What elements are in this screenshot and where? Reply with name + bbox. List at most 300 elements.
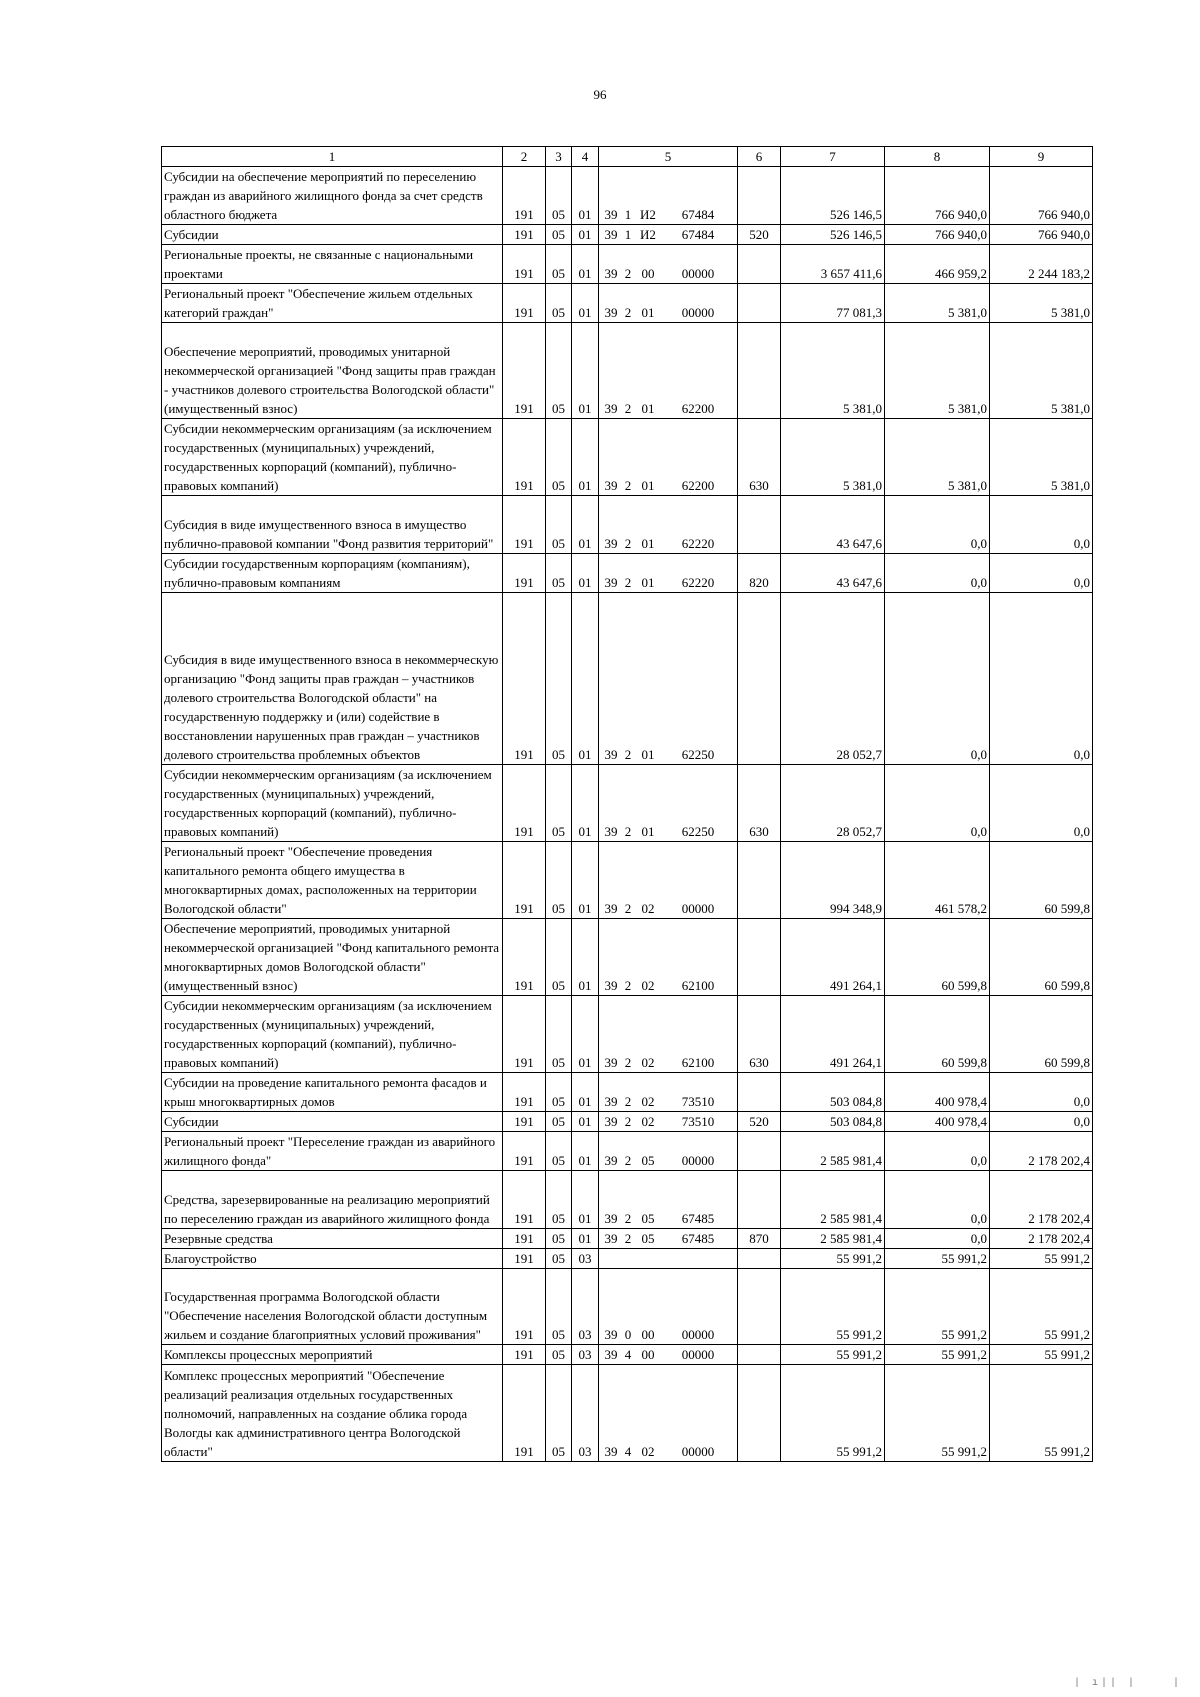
target-article-part-d: 67484 bbox=[681, 207, 715, 222]
row-description: Региональный проект "Переселение граждан из аварийного жилищного фонда" bbox=[162, 1132, 503, 1171]
row-description: Обеспечение мероприятий, проводимых унитарной некоммерческой организацией "Фонд капитального ремонта многоквартирных домов Вологодской области" (имущественный взнос) bbox=[162, 919, 503, 996]
target-article-part-c: 01 bbox=[641, 478, 655, 493]
target-article-part-a: 39 bbox=[604, 901, 618, 916]
target-article-part-c: 00 bbox=[641, 1327, 655, 1342]
row-expense-type bbox=[738, 1073, 781, 1112]
row-subsection-code: 01 bbox=[572, 167, 599, 225]
row-description: Субсидии на проведение капитального ремонта фасадов и крыш многоквартирных домов bbox=[162, 1073, 503, 1112]
table-row bbox=[162, 593, 1093, 765]
row-target-article-code bbox=[599, 225, 738, 245]
row-amount-col7: 491 264,1 bbox=[781, 919, 885, 996]
row-description: Субсидии некоммерческим организациям (за исключением государственных (муниципальных) учреждений, государственных корпораций (компаний), публично-правовых компаний) bbox=[162, 996, 503, 1073]
row-expense-type: 520 bbox=[738, 1112, 781, 1132]
row-amount-col9: 766 940,0 bbox=[990, 167, 1093, 225]
row-subsection-code: 01 bbox=[572, 284, 599, 323]
table-row bbox=[162, 245, 1093, 284]
target-article-part-b: 2 bbox=[624, 901, 632, 916]
target-article-part-b: 0 bbox=[624, 1327, 632, 1342]
row-ved-code: 191 bbox=[503, 842, 546, 919]
row-amount-col9: 60 599,8 bbox=[990, 919, 1093, 996]
row-ved-code: 191 bbox=[503, 1345, 546, 1365]
table-row bbox=[162, 1249, 1093, 1269]
row-expense-type bbox=[738, 323, 781, 419]
target-article-part-b: 2 bbox=[624, 1094, 632, 1109]
row-target-article-code bbox=[599, 1171, 738, 1229]
target-article-part-d: 73510 bbox=[681, 1114, 715, 1129]
target-article-part-a: 39 bbox=[604, 227, 618, 242]
target-article-part-c: 02 bbox=[641, 1055, 655, 1070]
row-section-code: 05 bbox=[546, 1171, 572, 1229]
page-number: 96 bbox=[593, 87, 607, 102]
target-article-part-d: 62250 bbox=[681, 747, 715, 762]
row-section-code: 05 bbox=[546, 842, 572, 919]
row-subsection-code: 01 bbox=[572, 1073, 599, 1112]
header-col-8: 8 bbox=[885, 147, 990, 167]
row-section-code: 05 bbox=[546, 919, 572, 996]
row-amount-col9: 0,0 bbox=[990, 554, 1093, 593]
row-section-code: 05 bbox=[546, 1249, 572, 1269]
row-description: Обеспечение мероприятий, проводимых унитарной некоммерческой организацией "Фонд защиты прав граждан - участников долевого строительства Вологодской области" (имущественный взнос) bbox=[162, 323, 503, 419]
row-target-article-code bbox=[599, 1132, 738, 1171]
table-row bbox=[162, 1171, 1093, 1229]
row-ved-code: 191 bbox=[503, 996, 546, 1073]
target-article-part-d: 00000 bbox=[681, 901, 715, 916]
row-section-code: 05 bbox=[546, 1365, 572, 1462]
row-amount-col9: 55 991,2 bbox=[990, 1269, 1093, 1345]
table-row bbox=[162, 323, 1093, 419]
row-amount-col8: 0,0 bbox=[885, 1132, 990, 1171]
row-amount-col8: 55 991,2 bbox=[885, 1365, 990, 1462]
row-target-article-code bbox=[599, 593, 738, 765]
target-article-part-c: 01 bbox=[641, 575, 655, 590]
row-amount-col9: 2 178 202,4 bbox=[990, 1132, 1093, 1171]
target-article-part-a: 39 bbox=[604, 478, 618, 493]
target-article-part-d: 62100 bbox=[681, 978, 715, 993]
target-article-part-a: 39 bbox=[604, 305, 618, 320]
row-section-code: 05 bbox=[546, 496, 572, 554]
row-amount-col8: 461 578,2 bbox=[885, 842, 990, 919]
row-ved-code: 191 bbox=[503, 1132, 546, 1171]
target-article-part-c: 00 bbox=[641, 1347, 655, 1362]
row-amount-col7: 5 381,0 bbox=[781, 323, 885, 419]
row-amount-col7: 503 084,8 bbox=[781, 1112, 885, 1132]
header-col-7: 7 bbox=[781, 147, 885, 167]
target-article-part-c: 02 bbox=[641, 1094, 655, 1109]
row-amount-col8: 0,0 bbox=[885, 593, 990, 765]
row-subsection-code: 03 bbox=[572, 1365, 599, 1462]
row-amount-col7: 3 657 411,6 bbox=[781, 245, 885, 284]
row-amount-col7: 55 991,2 bbox=[781, 1249, 885, 1269]
row-section-code: 05 bbox=[546, 554, 572, 593]
row-subsection-code: 03 bbox=[572, 1249, 599, 1269]
table-row bbox=[162, 1132, 1093, 1171]
row-subsection-code: 01 bbox=[572, 593, 599, 765]
target-article-part-c: 02 bbox=[641, 978, 655, 993]
row-subsection-code: 01 bbox=[572, 554, 599, 593]
target-article-part-a: 39 bbox=[604, 747, 618, 762]
row-section-code: 05 bbox=[546, 996, 572, 1073]
row-section-code: 05 bbox=[546, 323, 572, 419]
target-article-part-b: 2 bbox=[624, 1231, 632, 1246]
target-article-part-c: 05 bbox=[641, 1231, 655, 1246]
target-article-part-d: 62220 bbox=[681, 536, 715, 551]
target-article-part-a: 39 bbox=[604, 824, 618, 839]
row-amount-col8: 55 991,2 bbox=[885, 1249, 990, 1269]
table-row bbox=[162, 1229, 1093, 1249]
target-article-part-c: 02 bbox=[641, 1114, 655, 1129]
row-amount-col9: 5 381,0 bbox=[990, 419, 1093, 496]
row-section-code: 05 bbox=[546, 284, 572, 323]
target-article-part-b: 2 bbox=[624, 1153, 632, 1168]
row-description: Региональный проект "Обеспечение проведения капитального ремонта общего имущества в многоквартирных домах, расположенных на территории Вологодской области" bbox=[162, 842, 503, 919]
target-article-part-b: 2 bbox=[624, 1055, 632, 1070]
row-ved-code: 191 bbox=[503, 1171, 546, 1229]
row-target-article-code bbox=[599, 554, 738, 593]
row-amount-col9: 2 178 202,4 bbox=[990, 1229, 1093, 1249]
header-col-6: 6 bbox=[738, 147, 781, 167]
row-section-code: 05 bbox=[546, 1229, 572, 1249]
target-article-part-a: 39 bbox=[604, 1327, 618, 1342]
row-section-code: 05 bbox=[546, 1269, 572, 1345]
row-amount-col9: 0,0 bbox=[990, 1112, 1093, 1132]
row-ved-code: 191 bbox=[503, 1073, 546, 1112]
row-description: Субсидии bbox=[162, 225, 503, 245]
target-article-part-b: 4 bbox=[624, 1347, 632, 1362]
header-col-2: 2 bbox=[503, 147, 546, 167]
row-amount-col7: 503 084,8 bbox=[781, 1073, 885, 1112]
target-article-part-c: 01 bbox=[641, 536, 655, 551]
row-amount-col8: 55 991,2 bbox=[885, 1269, 990, 1345]
row-expense-type: 630 bbox=[738, 419, 781, 496]
table-row bbox=[162, 1365, 1093, 1462]
budget-table bbox=[161, 146, 1093, 1462]
row-expense-type: 820 bbox=[738, 554, 781, 593]
row-ved-code: 191 bbox=[503, 1365, 546, 1462]
row-ved-code: 191 bbox=[503, 554, 546, 593]
row-amount-col9: 0,0 bbox=[990, 1073, 1093, 1112]
table-row bbox=[162, 496, 1093, 554]
target-article-part-d: 67485 bbox=[681, 1211, 715, 1226]
target-article-part-d: 00000 bbox=[681, 1347, 715, 1362]
target-article-part-d: 00000 bbox=[681, 1444, 715, 1459]
target-article-part-a: 39 bbox=[604, 1347, 618, 1362]
row-subsection-code: 03 bbox=[572, 1345, 599, 1365]
row-amount-col9: 60 599,8 bbox=[990, 842, 1093, 919]
row-description: Субсидии государственным корпорациям (компаниям), публично-правовым компаниям bbox=[162, 554, 503, 593]
table-row bbox=[162, 419, 1093, 496]
row-amount-col8: 400 978,4 bbox=[885, 1112, 990, 1132]
row-ved-code: 191 bbox=[503, 419, 546, 496]
row-subsection-code: 01 bbox=[572, 496, 599, 554]
row-target-article-code bbox=[599, 496, 738, 554]
row-amount-col7: 43 647,6 bbox=[781, 554, 885, 593]
row-amount-col7: 491 264,1 bbox=[781, 996, 885, 1073]
row-target-article-code bbox=[599, 1365, 738, 1462]
row-target-article-code bbox=[599, 1112, 738, 1132]
table-row bbox=[162, 919, 1093, 996]
table-row bbox=[162, 996, 1093, 1073]
row-amount-col7: 28 052,7 bbox=[781, 765, 885, 842]
row-amount-col7: 28 052,7 bbox=[781, 593, 885, 765]
header-col-4: 4 bbox=[572, 147, 599, 167]
row-amount-col8: 400 978,4 bbox=[885, 1073, 990, 1112]
row-ved-code: 191 bbox=[503, 765, 546, 842]
row-ved-code: 191 bbox=[503, 167, 546, 225]
row-expense-type bbox=[738, 167, 781, 225]
target-article-part-d: 00000 bbox=[681, 1153, 715, 1168]
row-target-article-code bbox=[599, 919, 738, 996]
target-article-part-b: 2 bbox=[624, 478, 632, 493]
target-article-part-a: 39 bbox=[604, 266, 618, 281]
row-subsection-code: 01 bbox=[572, 996, 599, 1073]
row-section-code: 05 bbox=[546, 1073, 572, 1112]
row-expense-type: 520 bbox=[738, 225, 781, 245]
row-subsection-code: 01 bbox=[572, 919, 599, 996]
row-amount-col7: 55 991,2 bbox=[781, 1269, 885, 1345]
row-amount-col7: 5 381,0 bbox=[781, 419, 885, 496]
row-amount-col7: 77 081,3 bbox=[781, 284, 885, 323]
row-amount-col8: 5 381,0 bbox=[885, 323, 990, 419]
target-article-part-a: 39 bbox=[604, 1153, 618, 1168]
target-article-part-d: 00000 bbox=[681, 266, 715, 281]
row-ved-code: 191 bbox=[503, 593, 546, 765]
row-description: Благоустройство bbox=[162, 1249, 503, 1269]
row-amount-col8: 60 599,8 bbox=[885, 919, 990, 996]
target-article-part-a: 39 bbox=[604, 575, 618, 590]
table-row bbox=[162, 1073, 1093, 1112]
row-description: Субсидии некоммерческим организациям (за исключением государственных (муниципальных) учреждений, государственных корпораций (компаний), публично-правовых компаний) bbox=[162, 419, 503, 496]
row-expense-type bbox=[738, 1365, 781, 1462]
row-subsection-code: 01 bbox=[572, 225, 599, 245]
row-section-code: 05 bbox=[546, 245, 572, 284]
target-article-part-c: 01 bbox=[641, 824, 655, 839]
row-section-code: 05 bbox=[546, 1112, 572, 1132]
row-ved-code: 191 bbox=[503, 1229, 546, 1249]
row-amount-col9: 55 991,2 bbox=[990, 1365, 1093, 1462]
target-article-part-c: 01 bbox=[641, 305, 655, 320]
row-expense-type bbox=[738, 1171, 781, 1229]
row-section-code: 05 bbox=[546, 167, 572, 225]
target-article-part-b: 2 bbox=[624, 305, 632, 320]
target-article-part-b: 1 bbox=[624, 207, 632, 222]
row-description: Региональные проекты, не связанные с национальными проектами bbox=[162, 245, 503, 284]
table-row bbox=[162, 1112, 1093, 1132]
target-article-part-c: 02 bbox=[641, 1444, 655, 1459]
target-article-part-d: 62250 bbox=[681, 824, 715, 839]
row-expense-type bbox=[738, 593, 781, 765]
row-amount-col8: 0,0 bbox=[885, 765, 990, 842]
row-amount-col7: 526 146,5 bbox=[781, 225, 885, 245]
row-amount-col7: 55 991,2 bbox=[781, 1365, 885, 1462]
row-section-code: 05 bbox=[546, 593, 572, 765]
row-amount-col8: 5 381,0 bbox=[885, 284, 990, 323]
row-target-article-code bbox=[599, 1345, 738, 1365]
target-article-part-b: 2 bbox=[624, 401, 632, 416]
row-amount-col9: 0,0 bbox=[990, 765, 1093, 842]
row-description: Государственная программа Вологодской области "Обеспечение населения Вологодской области доступным жильем и создание благоприятных условий проживания" bbox=[162, 1269, 503, 1345]
row-ved-code: 191 bbox=[503, 323, 546, 419]
header-col-3: 3 bbox=[546, 147, 572, 167]
table-row bbox=[162, 1269, 1093, 1345]
row-amount-col9: 55 991,2 bbox=[990, 1249, 1093, 1269]
row-ved-code: 191 bbox=[503, 225, 546, 245]
header-col-1: 1 bbox=[162, 147, 503, 167]
row-amount-col7: 2 585 981,4 bbox=[781, 1171, 885, 1229]
row-expense-type: 630 bbox=[738, 765, 781, 842]
target-article-part-b: 4 bbox=[624, 1444, 632, 1459]
row-ved-code: 191 bbox=[503, 1249, 546, 1269]
row-amount-col9: 2 244 183,2 bbox=[990, 245, 1093, 284]
row-section-code: 05 bbox=[546, 1345, 572, 1365]
row-target-article-code bbox=[599, 996, 738, 1073]
table-row bbox=[162, 554, 1093, 593]
row-amount-col9: 5 381,0 bbox=[990, 284, 1093, 323]
row-expense-type bbox=[738, 1132, 781, 1171]
row-expense-type bbox=[738, 1269, 781, 1345]
row-target-article-code bbox=[599, 842, 738, 919]
target-article-part-c: 05 bbox=[641, 1153, 655, 1168]
row-ved-code: 191 bbox=[503, 919, 546, 996]
target-article-part-a: 39 bbox=[604, 1055, 618, 1070]
row-description: Региональный проект "Обеспечение жильем отдельных категорий граждан" bbox=[162, 284, 503, 323]
row-amount-col8: 60 599,8 bbox=[885, 996, 990, 1073]
header-row bbox=[162, 147, 1093, 167]
row-target-article-code bbox=[599, 245, 738, 284]
target-article-part-d: 62100 bbox=[681, 1055, 715, 1070]
row-description: Субсидии bbox=[162, 1112, 503, 1132]
table-row bbox=[162, 167, 1093, 225]
target-article-part-b: 2 bbox=[624, 824, 632, 839]
target-article-part-d: 73510 bbox=[681, 1094, 715, 1109]
row-amount-col9: 0,0 bbox=[990, 496, 1093, 554]
row-expense-type bbox=[738, 496, 781, 554]
target-article-part-c: И2 bbox=[640, 227, 656, 242]
row-expense-type bbox=[738, 284, 781, 323]
target-article-part-a: 39 bbox=[604, 1114, 618, 1129]
target-article-part-b: 2 bbox=[624, 575, 632, 590]
row-description: Субсидии на обеспечение мероприятий по переселению граждан из аварийного жилищного фонда за счет средств областного бюджета bbox=[162, 167, 503, 225]
row-subsection-code: 01 bbox=[572, 1229, 599, 1249]
row-subsection-code: 01 bbox=[572, 1112, 599, 1132]
row-subsection-code: 01 bbox=[572, 245, 599, 284]
row-amount-col7: 43 647,6 bbox=[781, 496, 885, 554]
target-article-part-d: 00000 bbox=[681, 305, 715, 320]
row-amount-col7: 994 348,9 bbox=[781, 842, 885, 919]
row-amount-col9: 5 381,0 bbox=[990, 323, 1093, 419]
row-amount-col7: 2 585 981,4 bbox=[781, 1229, 885, 1249]
row-expense-type bbox=[738, 842, 781, 919]
target-article-part-c: И2 bbox=[640, 207, 656, 222]
table-row bbox=[162, 1345, 1093, 1365]
row-expense-type bbox=[738, 1345, 781, 1365]
table-row bbox=[162, 765, 1093, 842]
row-subsection-code: 01 bbox=[572, 842, 599, 919]
row-target-article-code bbox=[599, 1249, 738, 1269]
row-subsection-code: 01 bbox=[572, 1171, 599, 1229]
row-subsection-code: 01 bbox=[572, 323, 599, 419]
row-ved-code: 191 bbox=[503, 496, 546, 554]
target-article-part-d: 67485 bbox=[681, 1231, 715, 1246]
row-description: Субсидии некоммерческим организациям (за исключением государственных (муниципальных) учреждений, государственных корпораций (компаний), публично-правовых компаний) bbox=[162, 765, 503, 842]
target-article-part-a: 39 bbox=[604, 401, 618, 416]
row-amount-col8: 0,0 bbox=[885, 1229, 990, 1249]
row-amount-col8: 55 991,2 bbox=[885, 1345, 990, 1365]
row-amount-col8: 5 381,0 bbox=[885, 419, 990, 496]
row-target-article-code bbox=[599, 284, 738, 323]
target-article-part-b: 1 bbox=[624, 227, 632, 242]
target-article-part-a: 39 bbox=[604, 978, 618, 993]
row-ved-code: 191 bbox=[503, 1269, 546, 1345]
row-description: Субсидия в виде имущественного взноса в некоммерческую организацию "Фонд защиты прав граждан – участников долевого строительства Вологодской области" на государственную поддержку и (или) содействие в восстановлении нарушенных прав граждан – участников долевого строительства проблемных объектов bbox=[162, 593, 503, 765]
table-row bbox=[162, 225, 1093, 245]
row-amount-col9: 60 599,8 bbox=[990, 996, 1093, 1073]
row-target-article-code bbox=[599, 419, 738, 496]
row-expense-type: 870 bbox=[738, 1229, 781, 1249]
row-description: Субсидия в виде имущественного взноса в имущество публично-правовой компании "Фонд развития территорий" bbox=[162, 496, 503, 554]
target-article-part-b: 2 bbox=[624, 1114, 632, 1129]
row-amount-col9: 766 940,0 bbox=[990, 225, 1093, 245]
row-target-article-code bbox=[599, 765, 738, 842]
header-col-9: 9 bbox=[990, 147, 1093, 167]
row-amount-col9: 55 991,2 bbox=[990, 1345, 1093, 1365]
row-target-article-code bbox=[599, 1073, 738, 1112]
row-section-code: 05 bbox=[546, 225, 572, 245]
table-row bbox=[162, 842, 1093, 919]
row-target-article-code bbox=[599, 323, 738, 419]
row-expense-type bbox=[738, 919, 781, 996]
row-subsection-code: 01 bbox=[572, 765, 599, 842]
target-article-part-b: 2 bbox=[624, 747, 632, 762]
row-amount-col7: 526 146,5 bbox=[781, 167, 885, 225]
target-article-part-a: 39 bbox=[604, 536, 618, 551]
row-ved-code: 191 bbox=[503, 284, 546, 323]
target-article-part-a: 39 bbox=[604, 1211, 618, 1226]
row-target-article-code bbox=[599, 1229, 738, 1249]
header-col-5: 5 bbox=[599, 147, 738, 167]
target-article-part-d: 62200 bbox=[681, 401, 715, 416]
row-section-code: 05 bbox=[546, 419, 572, 496]
target-article-part-c: 01 bbox=[641, 401, 655, 416]
row-amount-col7: 55 991,2 bbox=[781, 1345, 885, 1365]
row-target-article-code bbox=[599, 1269, 738, 1345]
row-section-code: 05 bbox=[546, 1132, 572, 1171]
target-article-part-d: 62220 bbox=[681, 575, 715, 590]
row-description: Резервные средства bbox=[162, 1229, 503, 1249]
row-amount-col8: 766 940,0 bbox=[885, 225, 990, 245]
row-ved-code: 191 bbox=[503, 1112, 546, 1132]
target-article-part-c: 00 bbox=[641, 266, 655, 281]
target-article-part-b: 2 bbox=[624, 536, 632, 551]
row-amount-col9: 2 178 202,4 bbox=[990, 1171, 1093, 1229]
target-article-part-c: 05 bbox=[641, 1211, 655, 1226]
target-article-part-c: 01 bbox=[641, 747, 655, 762]
table-row bbox=[162, 284, 1093, 323]
row-amount-col8: 0,0 bbox=[885, 496, 990, 554]
target-article-part-b: 2 bbox=[624, 978, 632, 993]
row-amount-col9: 0,0 bbox=[990, 593, 1093, 765]
row-subsection-code: 03 bbox=[572, 1269, 599, 1345]
row-section-code: 05 bbox=[546, 765, 572, 842]
row-amount-col8: 0,0 bbox=[885, 554, 990, 593]
target-article-part-a: 39 bbox=[604, 207, 618, 222]
row-amount-col8: 0,0 bbox=[885, 1171, 990, 1229]
target-article-part-c: 02 bbox=[641, 901, 655, 916]
row-amount-col7: 2 585 981,4 bbox=[781, 1132, 885, 1171]
target-article-part-a: 39 bbox=[604, 1444, 618, 1459]
row-expense-type bbox=[738, 1249, 781, 1269]
row-ved-code: 191 bbox=[503, 245, 546, 284]
target-article-part-a: 39 bbox=[604, 1231, 618, 1246]
